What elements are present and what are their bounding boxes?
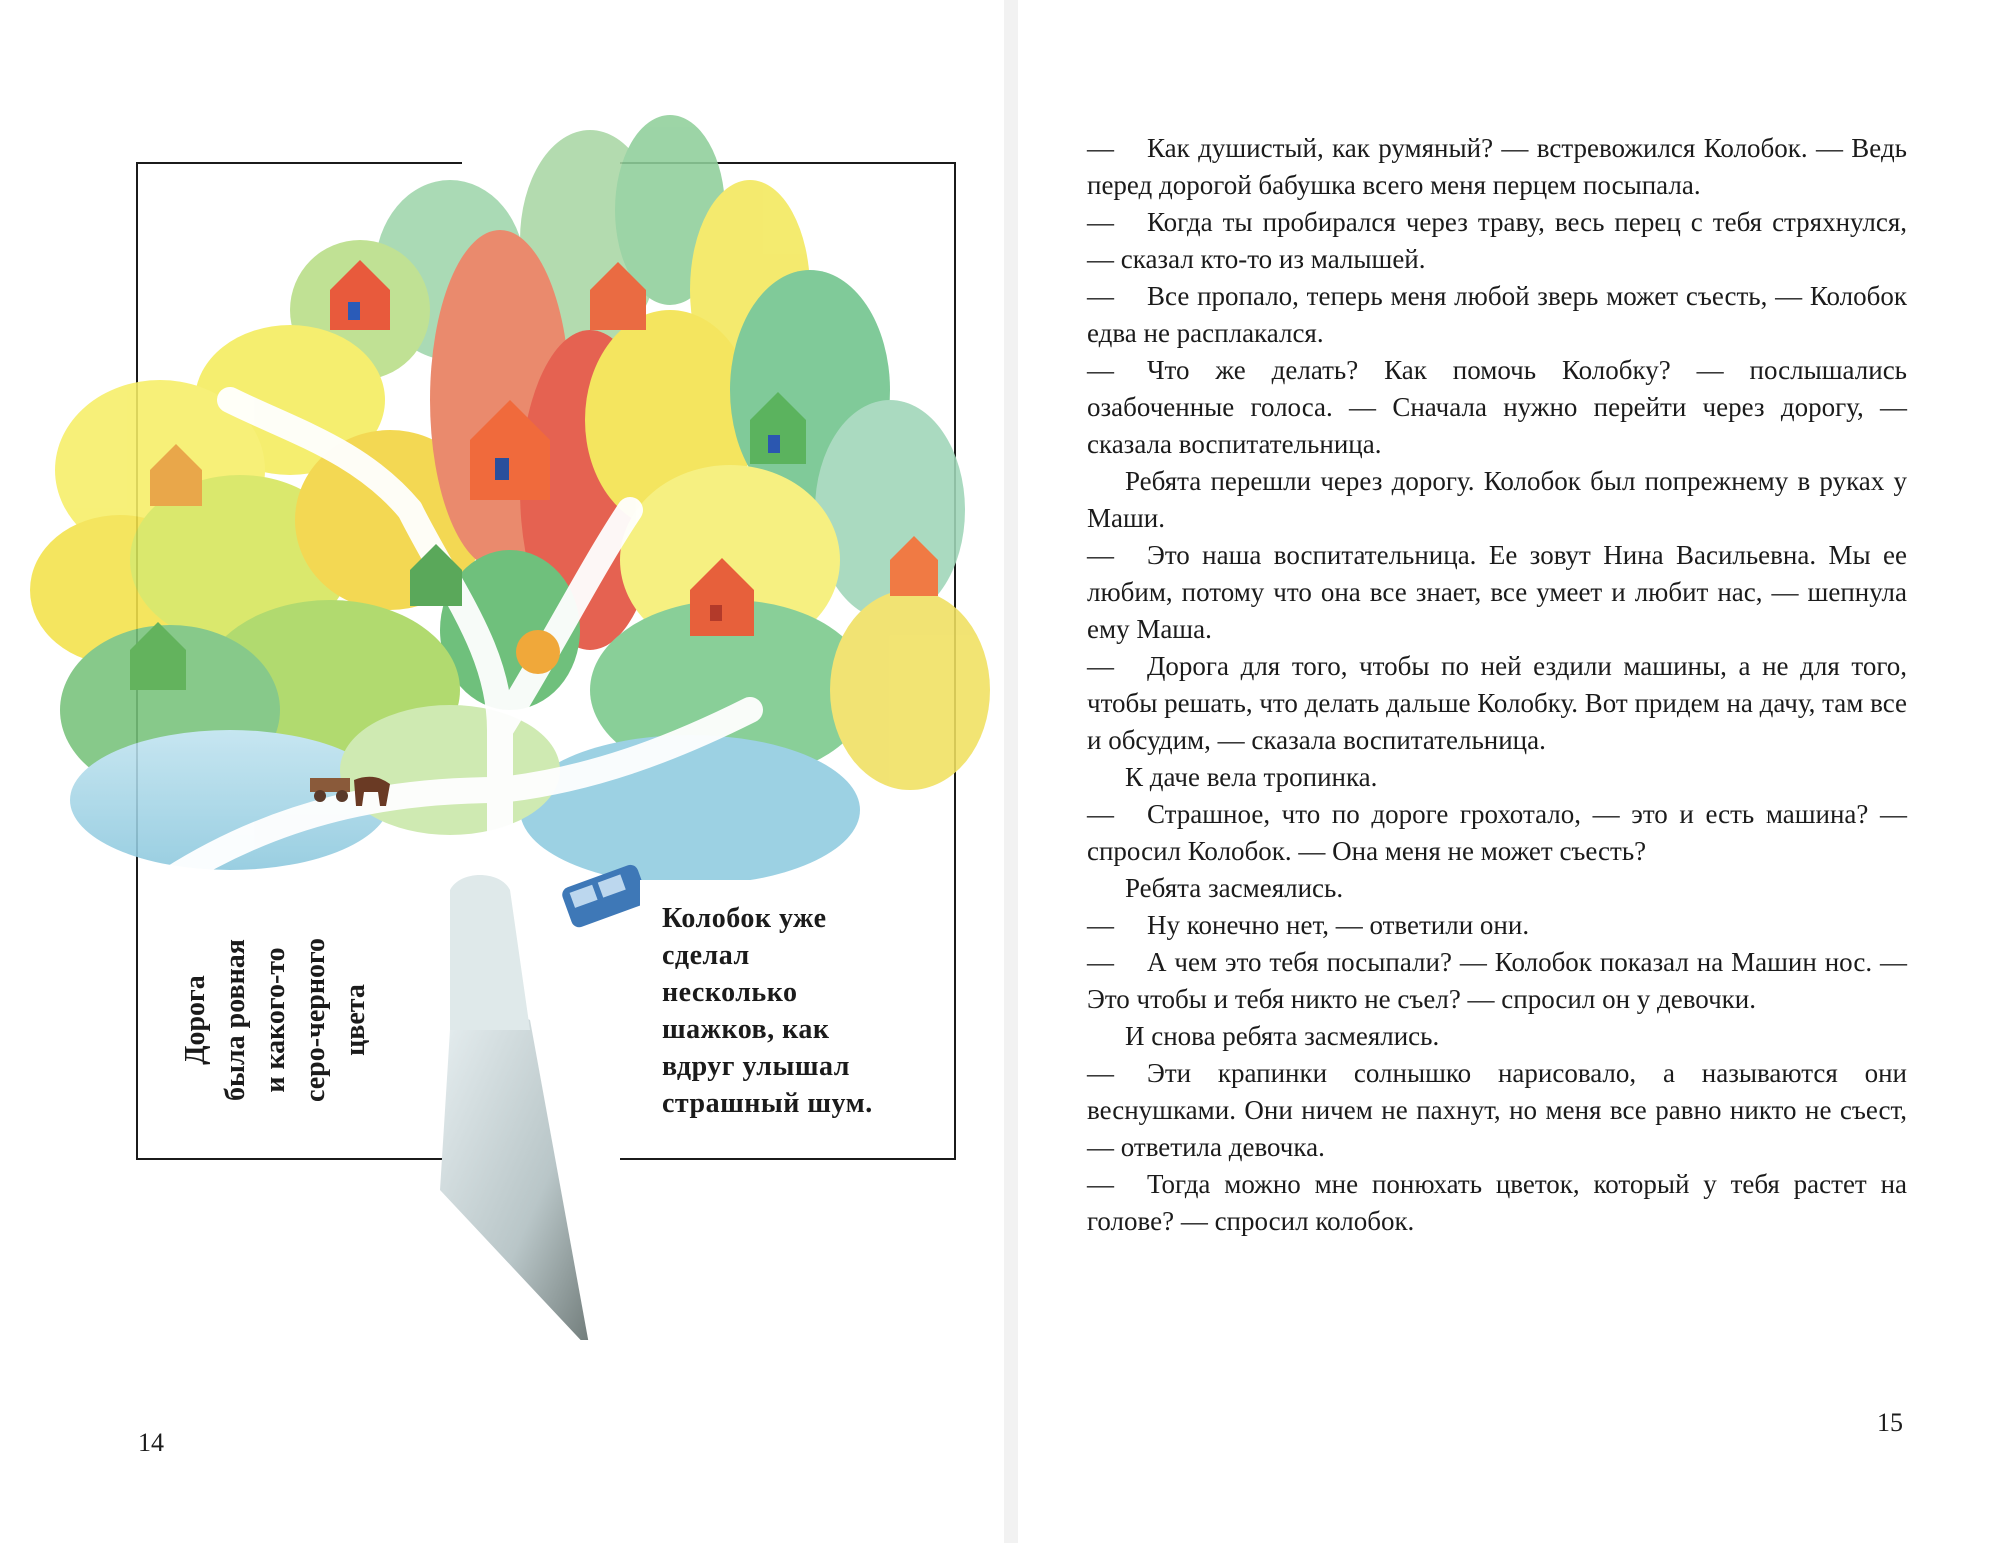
right-caption	[662, 900, 952, 1122]
tree-illustration	[30, 90, 990, 1340]
paragraph-text: Тогда можно мне понюхать цветок, который у тебя растет на голове? — спросил колобок.	[1087, 1169, 1907, 1236]
dialogue-paragraph	[1087, 352, 1907, 463]
caption-right-line: несколько	[662, 977, 798, 1008]
dialogue-dash: —	[1087, 799, 1114, 829]
dialogue-dash: —	[1087, 133, 1114, 163]
dialogue-dash: —	[1087, 355, 1114, 385]
dialogue-paragraph	[1087, 648, 1907, 759]
narration-paragraph	[1087, 1018, 1907, 1055]
paragraph-text: А чем это тебя посыпали? — Колобок показал на Машин нос. — Это чтобы и тебя никто не съел? — спросил он у девочки.	[1087, 947, 1907, 1014]
paragraph-text: И снова ребята засмеялись.	[1125, 1021, 1440, 1051]
dialogue-paragraph	[1087, 1166, 1907, 1240]
paragraph-text: Страшное, что по дороге грохотало, — это и есть машина? — спросил Колобок. — Она меня не может съесть?	[1087, 799, 1907, 866]
paragraph-text: Ребята перешли через дорогу. Колобок был попрежнему в руках у Маши.	[1087, 466, 1907, 533]
dialogue-dash: —	[1087, 540, 1114, 570]
dialogue-paragraph	[1087, 1055, 1907, 1166]
dialogue-dash: —	[1087, 947, 1114, 977]
caption-vertical-line: и какого-то	[260, 947, 291, 1093]
caption-right-line: Колобок уже	[662, 903, 827, 934]
paragraph-text: К даче вела тропинка.	[1125, 762, 1378, 792]
caption-vertical-line: была ровная	[220, 939, 251, 1101]
paragraph-text: Как душистый, как румяный? — встревожился Колобок. — Ведь перед дорогой бабушка всего меня перцем посыпала.	[1087, 133, 1907, 200]
dialogue-dash: —	[1087, 910, 1114, 940]
paragraph-text: Когда ты пробирался через траву, весь перец с тебя стряхнулся, — сказал кто-то из малышей.	[1087, 207, 1907, 274]
paragraph-text: Дорога для того, чтобы по ней ездили машины, а не для того, чтобы решать, что делать дальше Колобку. Вот придем на дачу, там все и обсудим, — сказала воспитательница.	[1087, 651, 1907, 755]
dialogue-paragraph	[1087, 907, 1907, 944]
narration-paragraph	[1087, 759, 1907, 796]
caption-vertical-line: серо-черного	[300, 937, 331, 1103]
caption-vertical-line: Дорога	[180, 975, 211, 1065]
dialogue-paragraph	[1087, 796, 1907, 870]
narration-paragraph	[1087, 870, 1907, 907]
dialogue-paragraph	[1087, 278, 1907, 352]
vertical-caption	[176, 900, 376, 1140]
paragraph-text: Это наша воспитательница. Ее зовут Нина Васильевна. Мы ее любим, потому что она все знает, все умеет и любит нас, — шепнула ему Маша.	[1087, 540, 1907, 644]
caption-right-line: шажков, как	[662, 1014, 830, 1045]
paragraph-text: Ребята засмеялись.	[1125, 873, 1344, 903]
story-text	[1087, 130, 1907, 1240]
dialogue-dash: —	[1087, 207, 1114, 237]
paragraph-text: Все пропало, теперь меня любой зверь может съесть, — Колобок едва не расплакался.	[1087, 281, 1907, 348]
dialogue-dash: —	[1087, 651, 1114, 681]
dialogue-dash: —	[1087, 1169, 1114, 1199]
caption-vertical-line: цвета	[340, 984, 371, 1056]
dialogue-paragraph	[1087, 204, 1907, 278]
page-number-left: 14	[138, 1428, 164, 1457]
dialogue-paragraph	[1087, 944, 1907, 1018]
dialogue-paragraph	[1087, 130, 1907, 204]
dialogue-dash: —	[1087, 281, 1114, 311]
book-gutter	[1004, 0, 1018, 1543]
paragraph-text: Эти крапинки солнышко нарисовало, а называются они веснушками. Они ничем не пахнут, но меня все равно никто не съест, — ответила девочка.	[1087, 1058, 1907, 1162]
caption-right-line: сделал	[662, 940, 750, 971]
paragraph-text: Что же делать? Как помочь Колобку? — послышались озабоченные голоса. — Сначала нужно перейти через дорогу, — сказала воспитательница.	[1087, 355, 1907, 459]
caption-right-line: страшный шум.	[662, 1088, 873, 1119]
caption-right-line: вдруг улышал	[662, 1051, 850, 1082]
page-number-right: 15	[1877, 1408, 1903, 1437]
dialogue-dash: —	[1087, 1058, 1114, 1088]
narration-paragraph	[1087, 463, 1907, 537]
dialogue-paragraph	[1087, 537, 1907, 648]
paragraph-text: Ну конечно нет, — ответили они.	[1147, 910, 1530, 940]
